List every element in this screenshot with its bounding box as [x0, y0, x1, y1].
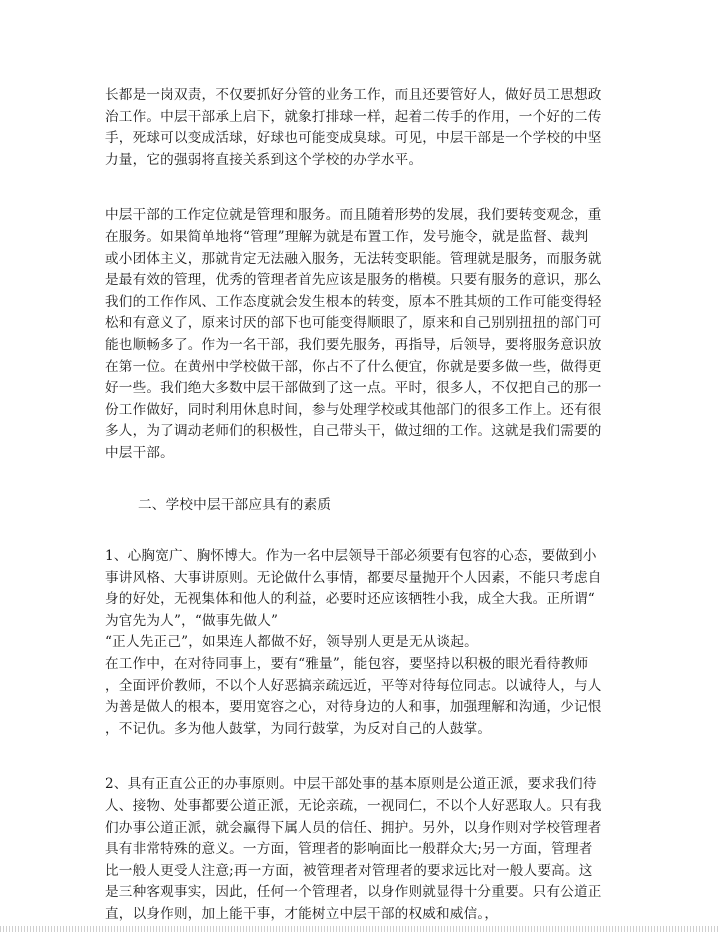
paragraph-point-1	[105, 546, 620, 740]
paragraph-point-2	[105, 774, 620, 925]
text-line: 直，以身作则，加上能干事，才能树立中层干部的权威和威信。，	[105, 906, 499, 922]
text-line: 手，死球可以变成活球，好球也可能变成臭球。可见，中层干部是一个学校的中坚	[105, 130, 602, 147]
section-heading: 二、学校中层干部应具有的素质	[138, 496, 332, 513]
text-line: 身的好处，无视集体和他人的利益，必要时还应该牺牲小我，成全大我。正所谓“	[105, 591, 595, 608]
text-line: 2、具有正直公正的办事原则。中层干部处事的基本原则是公道正派，要求我们待	[105, 776, 597, 793]
text-line: 多人，为了调动老师们的积极性，自己带头干，做过细的工作。这就是我们需要的	[105, 423, 602, 440]
text-line: 长都是一岗双责，不仅要抓好分管的业务工作，而且还要管好人，做好员工思想政	[105, 87, 602, 103]
paragraph-intro	[105, 85, 620, 171]
text-line: 中层干部。	[105, 444, 174, 461]
text-line: 在服务。如果简单地将“管理”理解为就是布置工作，发号施令，就是监督、裁判	[105, 228, 589, 245]
text-line: 具有非常特殊的意义。一方面，管理者的影响面比一般群众大;另一方面，管理者	[105, 841, 593, 858]
text-line: 是三种客观事实，因此，任何一个管理者，以身作则就显得十分重要。只有公道正	[105, 884, 602, 901]
text-line: 能也顺畅多了。作为一名干部，我们要先服务，再指导，后领导，要将服务意识放	[105, 336, 602, 353]
text-line: 松和有意义了，原来讨厌的部下也可能变得顺眼了，原来和自己别别扭扭的部门可	[105, 315, 602, 332]
text-line: ，不记仇。多为他人鼓掌，为同行鼓掌，为反对自己的人鼓掌。	[105, 720, 492, 737]
text-line: 为善是做人的根本，要用宽容之心，对待身边的人和事，加强理解和沟通，少记恨	[105, 699, 602, 716]
text-line: 中层干部的工作定位就是管理和服务。而且随着形势的发展，我们要转变观念，重	[105, 207, 602, 224]
text-line: ，全面评价教师，不以个人好恶搞亲疏远近，平等对待每位同志。以诚待人，与人	[105, 677, 602, 694]
document-page	[105, 85, 620, 926]
text-line: 或小团体主义，那就肯定无法融入服务，无法转变职能。管理就是服务，而服务就	[105, 250, 602, 267]
text-line: 人、接物、处事都要公道正派，无论亲疏，一视同仁，不以个人好恶取人。只有我	[105, 798, 602, 815]
text-line: 在第一位。在黄州中学校做干部，你占不了什么便宜，你就是要多做一些，做得更	[105, 358, 602, 375]
text-line: “正人先正己”，如果连人都做不好，领导别人更是无从谈起。	[105, 634, 478, 651]
text-line: 们办事公道正派，就会赢得下属人员的信任、拥护。另外，以身作则对学校管理者	[105, 819, 602, 836]
text-line: 是最有效的管理，优秀的管理者首先应该是服务的楷模。只要有服务的意识，那么	[105, 272, 602, 289]
text-line: 治工作。中层干部承上启下，就象打排球一样，起着二传手的作用，一个好的二传	[105, 108, 602, 125]
text-line: 比一般人更受人注意;再一方面，被管理者对管理者的要求远比对一般人要高。这	[105, 862, 593, 879]
page-bottom-border	[0, 926, 720, 932]
paragraph-role	[105, 205, 620, 464]
text-line: 我们的工作作风、工作态度就会发生根本的转变，原本不胜其烦的工作可能变得轻	[105, 293, 602, 310]
text-line: 份工作做好，同时利用休息时间，参与处理学校或其他部门的很多工作上。还有很	[105, 401, 602, 418]
text-line: 在工作中，在对待同事上，要有“雅量”，能包容，要坚持以积极的眼光看待教师	[105, 656, 589, 673]
text-line: 事讲风格、大事讲原则。无论做什么事情，都要尽量抛开个人因素，不能只考虑自	[105, 569, 602, 586]
text-line: 1、心胸宽广、胸怀博大。作为一名中层领导干部必须要有包容的心态，要做到小	[105, 548, 597, 565]
text-line: 好一些。我们绝大多数中层干部做到了这一点。平时，很多人，不仅把自己的那一	[105, 380, 602, 397]
text-line: 为官先为人”，“做事先做人”	[105, 612, 279, 629]
text-line: 力量，它的强弱将直接关系到这个学校的办学水平。	[105, 151, 423, 168]
